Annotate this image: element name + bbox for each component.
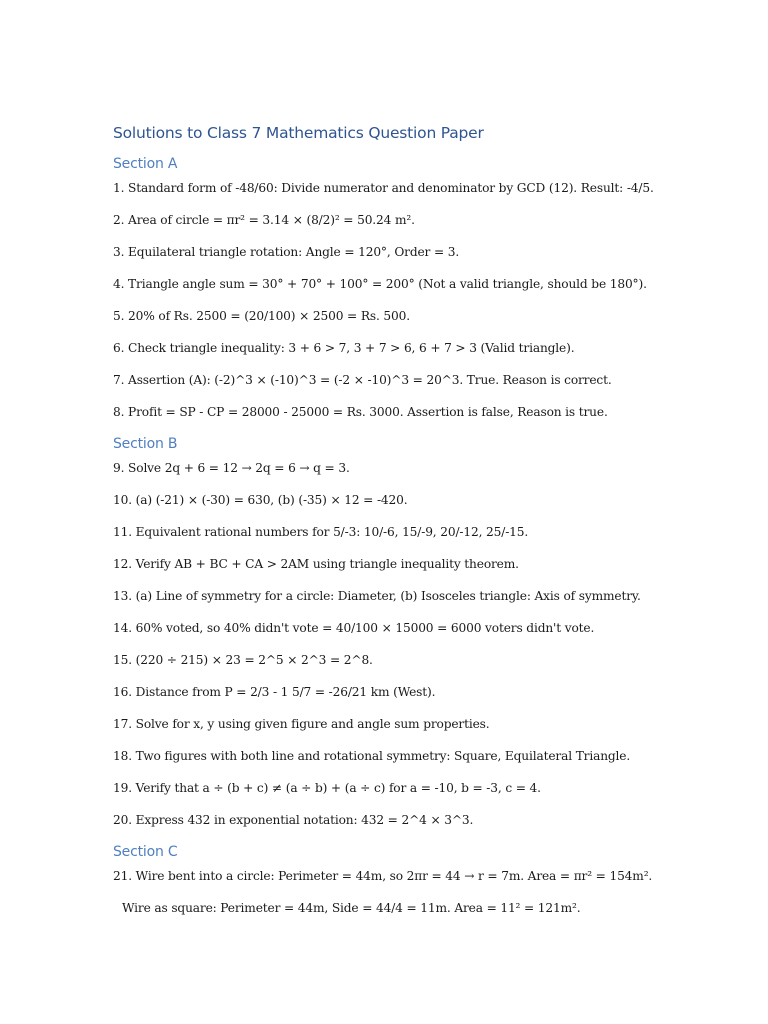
answer-item: 1. Standard form of -48/60: Divide numerator and denominator by GCD (12). Result: -4/5. [113,181,654,195]
section-heading: Section B [113,436,178,452]
answer-item-continuation: Wire as square: Perimeter = 44m, Side = 44/4 = 11m. Area = 11² = 121m². [122,901,581,915]
answer-item: 7. Assertion (A): (-2)^3 × (-10)^3 = (-2 × -10)^3 = 20^3. True. Reason is correct. [113,373,612,387]
section-c [113,844,753,916]
answer-item: 3. Equilateral triangle rotation: Angle = 120°, Order = 3. [113,245,460,259]
answer-item: 15. (220 ÷ 215) × 23 = 2^5 × 2^3 = 2^8. [113,653,373,667]
answer-item: 17. Solve for x, y using given figure and angle sum properties. [113,717,490,731]
answer-item: 19. Verify that a ÷ (b + c) ≠ (a ÷ b) + (a ÷ c) for a = -10, b = -3, c = 4. [113,781,541,795]
section-b [113,436,753,828]
answer-list [113,180,753,420]
answer-item: 14. 60% voted, so 40% didn't vote = 40/100 × 15000 = 6000 voters didn't vote. [113,621,595,635]
section-heading: Section C [113,844,178,860]
answer-item: 5. 20% of Rs. 2500 = (20/100) × 2500 = Rs. 500. [113,309,410,323]
section-a [113,156,753,420]
answer-item: 12. Verify AB + BC + CA > 2AM using triangle inequality theorem. [113,557,519,571]
answer-item: 9. Solve 2q + 6 = 12 → 2q = 6 → q = 3. [113,461,350,475]
answer-item: 8. Profit = SP - CP = 28000 - 25000 = Rs. 3000. Assertion is false, Reason is true. [113,405,608,419]
section-heading: Section A [113,156,178,172]
answer-item: 6. Check triangle inequality: 3 + 6 > 7, 3 + 7 > 6, 6 + 7 > 3 (Valid triangle). [113,341,575,355]
answer-item: 21. Wire bent into a circle: Perimeter = 44m, so 2πr = 44 → r = 7m. Area = πr² = 154m². [113,869,653,883]
answer-item: 10. (a) (-21) × (-30) = 630, (b) (-35) × 12 = -420. [113,493,408,507]
answer-item: 20. Express 432 in exponential notation: 432 = 2^4 × 3^3. [113,813,474,827]
answer-list [113,868,753,916]
answer-item: 18. Two figures with both line and rotational symmetry: Square, Equilateral Triangle. [113,749,631,763]
answer-list [113,460,753,828]
answer-item: 13. (a) Line of symmetry for a circle: Diameter, (b) Isosceles triangle: Axis of symmetry. [113,589,641,603]
document-title: Solutions to Class 7 Mathematics Question Paper [113,124,484,142]
answer-item: 4. Triangle angle sum = 30° + 70° + 100° = 200° (Not a valid triangle, should be 180°). [113,277,647,291]
document-page [113,124,753,932]
answer-item: 16. Distance from P = 2/3 - 1 5/7 = -26/21 km (West). [113,685,436,699]
answer-item: 11. Equivalent rational numbers for 5/-3: 10/-6, 15/-9, 20/-12, 25/-15. [113,525,529,539]
answer-item: 2. Area of circle = πr² = 3.14 × (8/2)² = 50.24 m². [113,213,415,227]
